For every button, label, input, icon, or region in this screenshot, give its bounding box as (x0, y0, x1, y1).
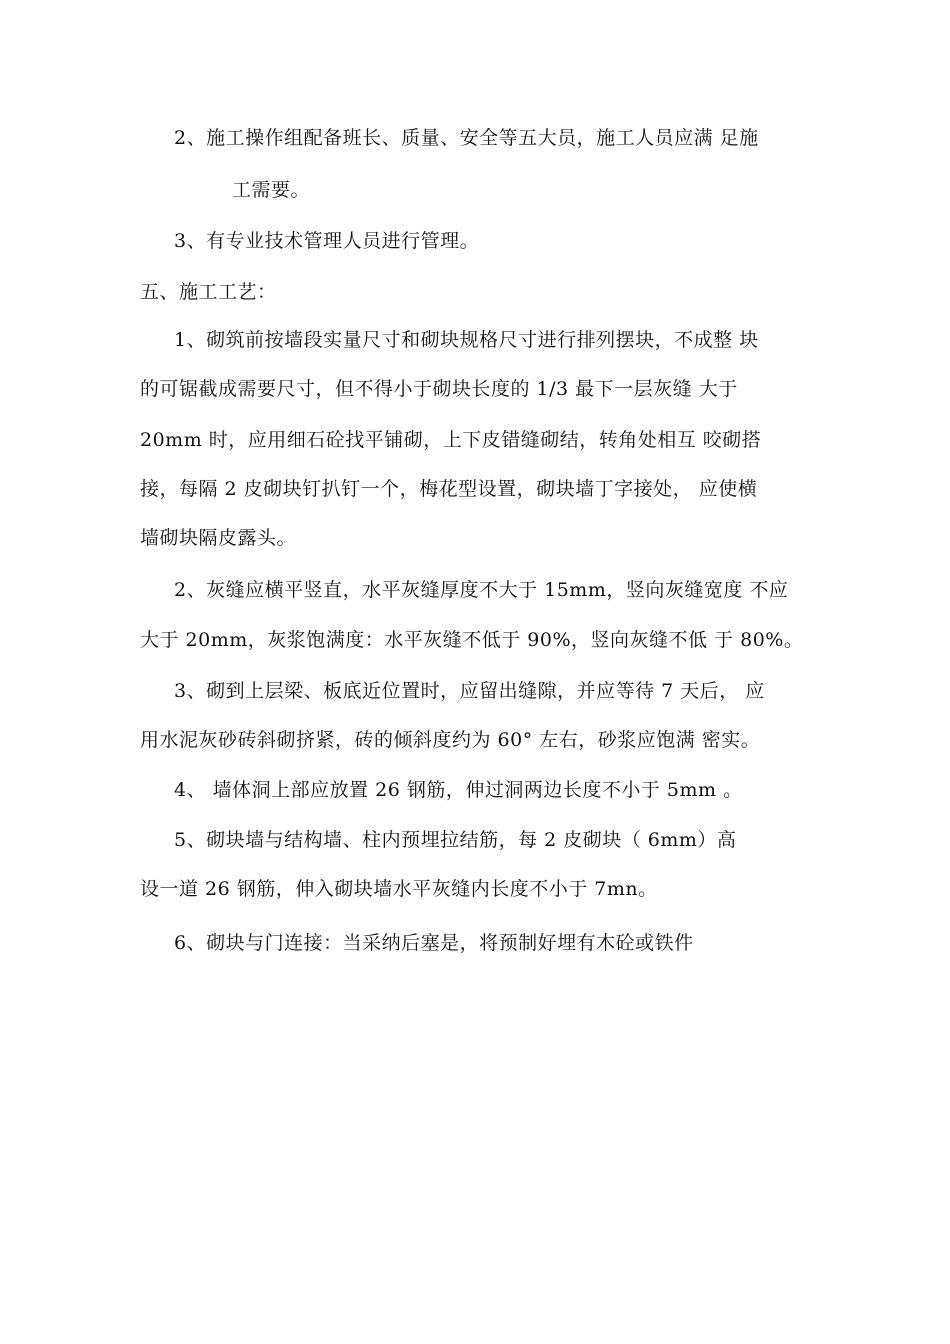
paragraph-line-1d: 接，每隔 2 皮砌块钉扒钉一个，梅花型设置，砌块墙丁字接处， 应使横 (140, 478, 758, 500)
paragraph-line-5a: 5、砌块墙与结构墙、柱内预埋拉结筋，每 2 皮砌块（ 6mm）高 (174, 829, 737, 851)
paragraph-line-1a: 1、砌筑前按墙段实量尺寸和砌块规格尺寸进行排列摆块，不成整 块 (174, 329, 759, 351)
paragraph-line-1c: 20mm 时，应用细石砼找平铺砌，上下皮错缝砌结，转角处相互 咬砌搭 (140, 429, 762, 451)
paragraph-line-4: 4、 墙体洞上部应放置 26 钢筋，伸过洞两边长度不小于 5mm 。 (174, 779, 743, 801)
paragraph-line-2a: 2、灰缝应横平竖直，水平灰缝厚度不大于 15mm，竖向灰缝宽度 不应 (174, 579, 789, 601)
section-heading-process: 五、施工工艺： (140, 281, 277, 303)
paragraph-line-3b: 用水泥灰砂砖斜砌挤紧，砖的倾斜度约为 60° 左右，砂浆应饱满 密实。 (140, 729, 761, 751)
paragraph-line-3a: 3、砌到上层梁、板底近位置时，应留出缝隙，并应等待 7 天后， 应 (174, 680, 765, 702)
paragraph-line-1e: 墙砌块隔皮露头。 (140, 527, 297, 549)
paragraph-line-staffing-cont: 工需要。 (232, 179, 311, 201)
paragraph-line-management: 3、有专业技术管理人员进行管理。 (174, 230, 480, 252)
paragraph-line-staffing: 2、施工操作组配备班长、质量、安全等五大员，施工人员应满 足施 (174, 127, 759, 149)
paragraph-line-2b: 大于 20mm，灰浆饱满度：水平灰缝不低于 90%，竖向灰缝不低 于 80%。 (140, 629, 804, 651)
paragraph-line-6: 6、砌块与门连接：当采纳后塞是，将预制好埋有木砼或铁件 (174, 932, 694, 954)
paragraph-line-5b: 设一道 26 钢筋，伸入砌块墙水平灰缝内长度不小于 7mn。 (140, 878, 658, 900)
paragraph-line-1b: 的可锯截成需要尺寸，但不得小于砌块长度的 1/3 最下一层灰缝 大于 (140, 378, 738, 400)
